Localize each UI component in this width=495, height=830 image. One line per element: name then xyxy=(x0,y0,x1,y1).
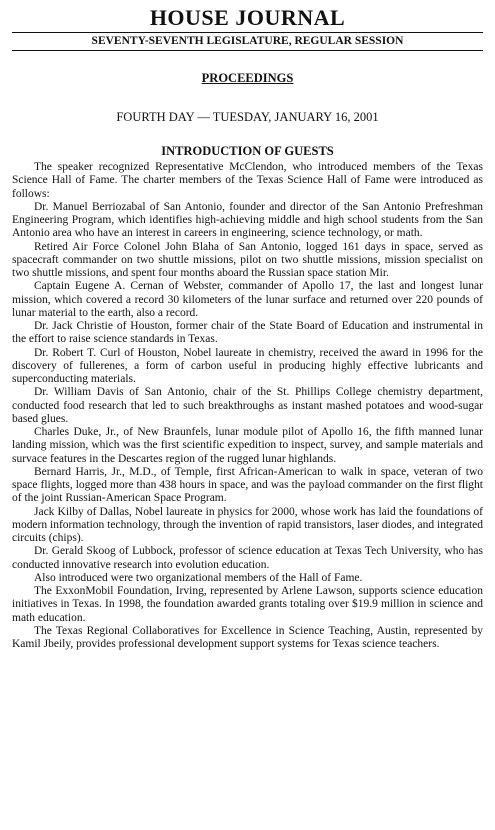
subsection-heading: INTRODUCTION OF GUESTS xyxy=(161,144,334,158)
paragraph: The Texas Regional Collaboratives for Excellence in Science Teaching, Austin, represented by Kamil Jbeily, provides professional development support systems for Texas science teachers. xyxy=(12,624,483,650)
section-heading: PROCEEDINGS xyxy=(201,71,294,85)
session-heading: SEVENTY-SEVENTH LEGISLATURE, REGULAR SESSION xyxy=(91,35,404,47)
paragraph: Jack Kilby of Dallas, Nobel laureate in physics for 2000, whose work has laid the foundations of modern information technology, through the invention of rapid transistors, laser diodes, and integrated circuits (chips). xyxy=(12,505,483,544)
paragraph: Bernard Harris, Jr., M.D., of Temple, first African-American to walk in space, veteran of two space flights, logged more than 438 hours in space, and was the payload commander on the first flight of the joint Russian-American Space Program. xyxy=(12,465,483,505)
paragraph: Retired Air Force Colonel John Blaha of San Antonio, logged 161 days in space, served as spacecraft commander on two shuttle missions, pilot on two shuttle missions, mission specialist on two shuttle missions, and spent four months aboard the Russian space station Mir. xyxy=(12,240,483,279)
paragraph: Dr. Manuel Berriozabal of San Antonio, founder and director of the San Antonio Prefreshman Engineering Program, which identifies high-achieving middle and high school students from the San Antonio area who have an interest in careers in engineering, science technology, or math. xyxy=(12,200,483,240)
title-rule xyxy=(12,32,483,33)
day-heading: FOURTH DAY — TUESDAY, JANUARY 16, 2001 xyxy=(116,110,379,124)
paragraph: Dr. William Davis of San Antonio, chair of the St. Phillips College chemistry department, conducted food research that led to such breakthroughs as instant mashed potatoes and wood-sugar based glues. xyxy=(12,386,483,425)
paragraph: The speaker recognized Representative McClendon, who introduced members of the Texas Science Hall of Fame. The charter members of the Texas Science Hall of Fame were introduced as follows: xyxy=(12,161,483,200)
paragraph: Charles Duke, Jr., of New Braunfels, lunar module pilot of Apollo 16, the fifth manned lunar landing mission, which was the first scientific expedition to inspect, survey, and sample materials and survace features in the Descartes region of the rugged lunar highlands. xyxy=(12,426,483,465)
paragraph: Dr. Robert T. Curl of Houston, Nobel laureate in chemistry, received the award in 1996 for the discovery of fullerenes, a form of carbon useful in producing highly effective lubricants and superconducting materials. xyxy=(12,346,483,385)
paragraph: Dr. Gerald Skoog of Lubbock, professor of science education at Texas Tech University, who has conducted innovative research into evolution education. xyxy=(12,545,483,571)
journal-body xyxy=(12,161,483,651)
paragraph: Also introduced were two organizational members of the Hall of Fame. xyxy=(34,571,363,584)
paragraph: Captain Eugene A. Cernan of Webster, commander of Apollo 17, the last and longest lunar mission, which covered a record 30 kilometers of the lunar surface and returned over 220 pounds of lunar material to the earth, also a record. xyxy=(12,280,483,319)
session-rule xyxy=(12,50,483,51)
paragraph: The ExxonMobil Foundation, Irving, represented by Arlene Lawson, supports science education initiatives in Texas. In 1998, the foundation awarded grants totaling over $19.9 million in science and math education. xyxy=(12,585,483,624)
journal-title: HOUSE JOURNAL xyxy=(149,5,346,30)
paragraph: Dr. Jack Christie of Houston, former chair of the State Board of Education and instrumental in the effort to raise science standards in Texas. xyxy=(12,320,483,346)
